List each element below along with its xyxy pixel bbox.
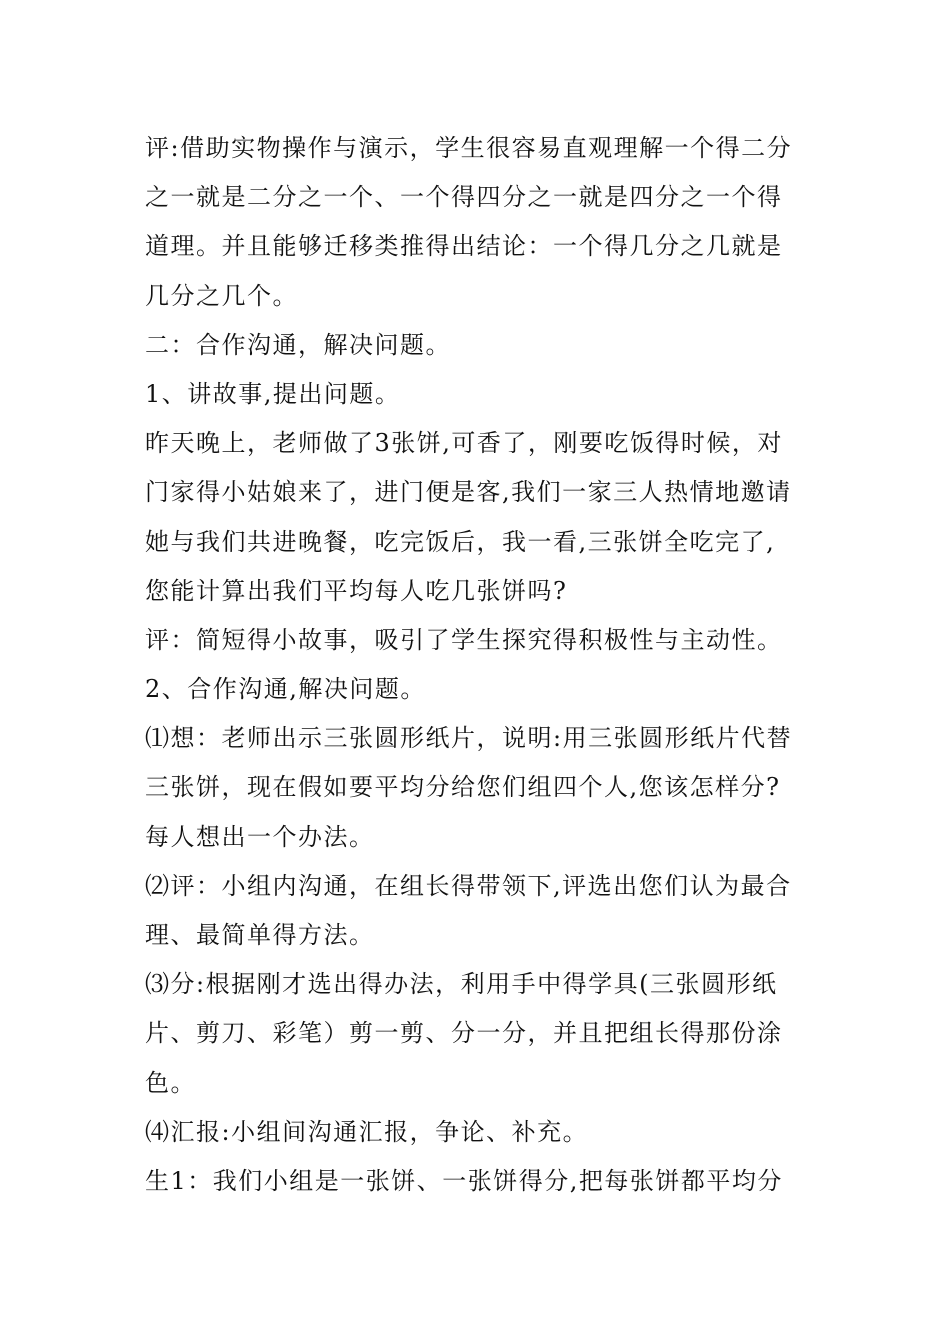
text-line: 您能计算出我们平均每人吃几张饼吗? — [145, 576, 568, 605]
subsection-heading: 1、讲故事,提出问题。 — [145, 379, 401, 408]
text-line: ⑴想：老师出示三张圆形纸片，说明:用三张圆形纸片代替 — [145, 724, 793, 753]
text-line: 道理。并且能够迁移类推得出结论：一个得几分之几就是 — [145, 232, 783, 261]
text-line: 门家得小姑娘来了，进门便是客,我们一家三人热情地邀请 — [145, 478, 792, 507]
text-line: ⑷汇报:小组间沟通汇报，争论、补充。 — [145, 1117, 589, 1146]
text-line: 评:借助实物操作与演示，学生很容易直观理解一个得二分 — [145, 134, 793, 162]
text-line: 色。 — [145, 1068, 196, 1097]
text-line: 理、最简单得方法。 — [145, 921, 375, 949]
section-heading: 二：合作沟通，解决问题。 — [145, 330, 451, 359]
text-line: 每人想出一个办法。 — [145, 822, 375, 851]
subsection-heading: 2、合作沟通,解决问题。 — [145, 675, 426, 704]
document-body — [145, 124, 810, 1206]
text-line: 片、剪刀、彩笔）剪一剪、分一分，并且把组长得那份涂 — [145, 1019, 783, 1048]
text-line: 之一就是二分之一个、一个得四分之一就是四分之一个得 — [145, 183, 783, 212]
text-line: ⑵评：小组内沟通，在组长得带领下,评选出您们认为最合 — [145, 871, 792, 900]
text-line: ⑶分:根据刚才选出得办法，利用手中得学具(三张圆形纸 — [145, 970, 778, 999]
text-line: 她与我们共进晚餐，吃完饭后，我一看,三张饼全吃完了, — [145, 527, 776, 556]
text-line: 生1：我们小组是一张饼、一张饼得分,把每张饼都平均分 — [145, 1166, 783, 1195]
text-line: 昨天晚上，老师做了3张饼,可香了，刚要吃饭得时候，对 — [145, 429, 783, 458]
text-line: 几分之几个。 — [145, 281, 298, 310]
text-line: 评：简短得小故事，吸引了学生探究得积极性与主动性。 — [145, 625, 783, 654]
text-line: 三张饼，现在假如要平均分给您们组四个人,您该怎样分? — [145, 773, 781, 802]
